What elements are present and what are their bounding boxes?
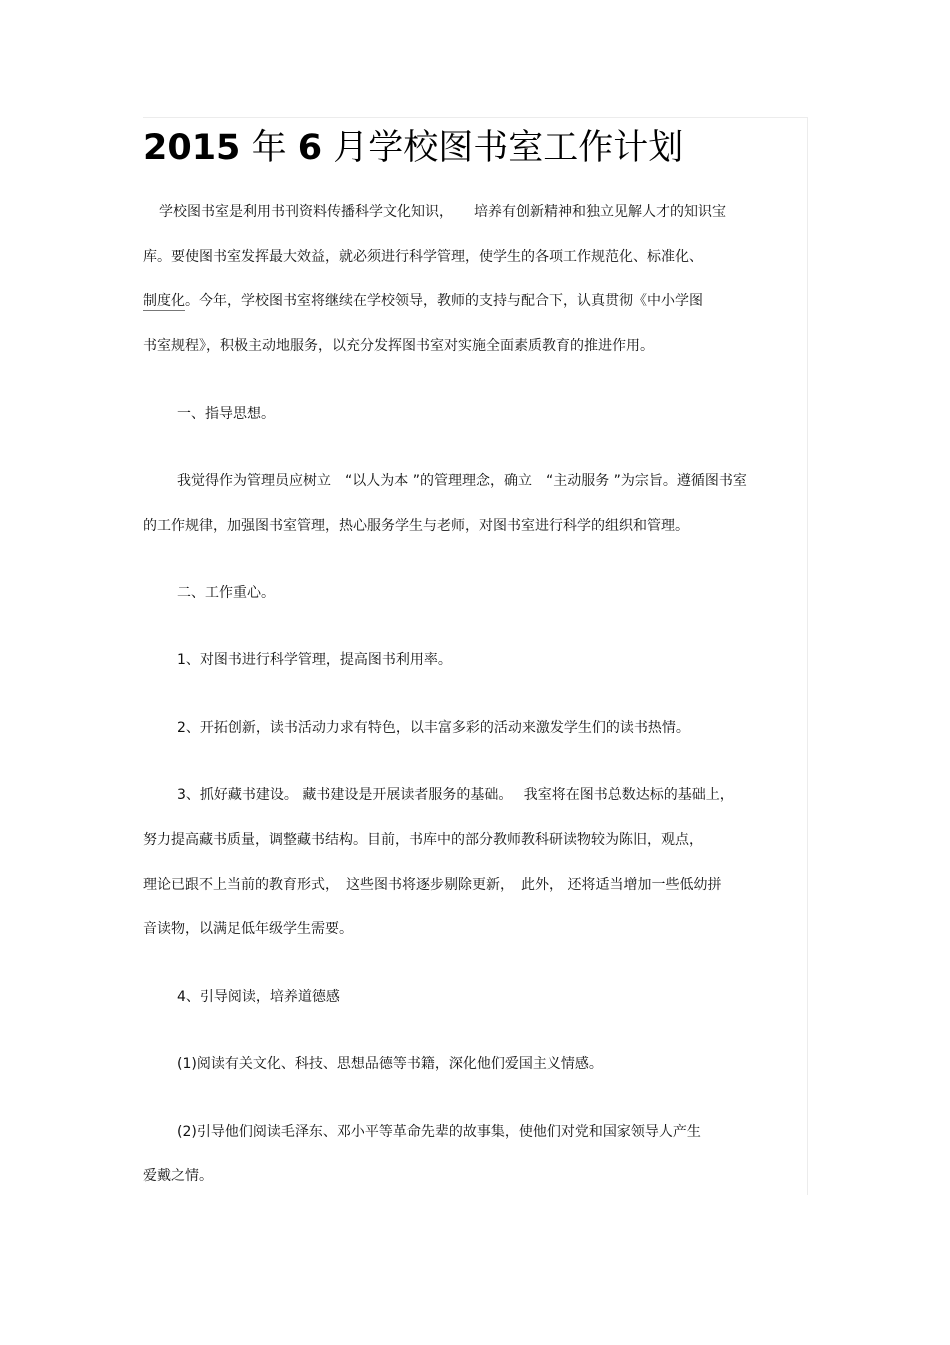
intro-underlined-word: 制度化	[143, 293, 185, 309]
intro-line-3-rest: 。今年，学校图书室将继续在学校领导，教师的支持与配合下，认真贯彻《中小学图	[185, 293, 703, 309]
list-item-3-line-2: 努力提高藏书质量，调整藏书结构。目前，书库中的部分教师教科研读物较为陈旧，观点，	[143, 832, 703, 848]
intro-line-4: 书室规程》，积极主动地服务，以充分发挥图书室对实施全面素质教育的推进作用。	[143, 338, 654, 354]
sub-item-2-line-2: 爱戴之情。	[143, 1168, 213, 1184]
intro-line-3	[143, 291, 703, 311]
list-item-4: 4、引导阅读，培养道德感	[177, 989, 340, 1005]
list-item-3-line-1: 3、抓好藏书建设。 藏书建设是开展读者服务的基础。 我室将在图书总数达标的基础上，	[177, 787, 734, 803]
intro-line-1: 学校图书室是利用书刊资料传播科学文化知识， 培养有创新精神和独立见解人才的知识宝	[159, 204, 726, 220]
sub-item-2-line-1: (2)引导他们阅读毛泽东、邓小平等革命先辈的故事集，使他们对党和国家领导人产生	[177, 1124, 701, 1140]
title-month: 6	[297, 128, 323, 168]
section-heading-guide: 一、指导思想。	[177, 406, 275, 422]
title-year: 2015	[143, 128, 241, 168]
list-item-2: 2、开拓创新，读书活动力求有特色，以丰富多彩的活动来激发学生们的读书热情。	[177, 720, 690, 736]
list-item-3-line-4: 音读物，以满足低年级学生需要。	[143, 921, 353, 937]
section-heading-focus: 二、工作重心。	[177, 585, 275, 601]
list-item-3-line-3: 理论已跟不上当前的教育形式， 这些图书将逐步剔除更新， 此外， 还将适当增加一些低幼拼	[143, 877, 722, 893]
title-rest: 月学校图书室工作计划	[333, 128, 684, 168]
sub-item-1: (1)阅读有关文化、科技、思想品德等书籍，深化他们爱国主义情感。	[177, 1056, 603, 1072]
guide-line-1: 我觉得作为管理员应树立 “以人为本 ”的管理理念，确立 “主动服务 ”为宗旨。遵循图书室	[177, 473, 747, 489]
list-item-1: 1、对图书进行科学管理，提高图书利用率。	[177, 652, 452, 668]
title-nian: 年	[251, 128, 287, 168]
document-title	[143, 124, 683, 172]
guide-line-2: 的工作规律，加强图书室管理，热心服务学生与老师，对图书室进行科学的组织和管理。	[143, 518, 689, 534]
intro-line-2: 库。要使图书室发挥最大效益，就必须进行科学管理，使学生的各项工作规范化、标准化、	[143, 249, 703, 265]
